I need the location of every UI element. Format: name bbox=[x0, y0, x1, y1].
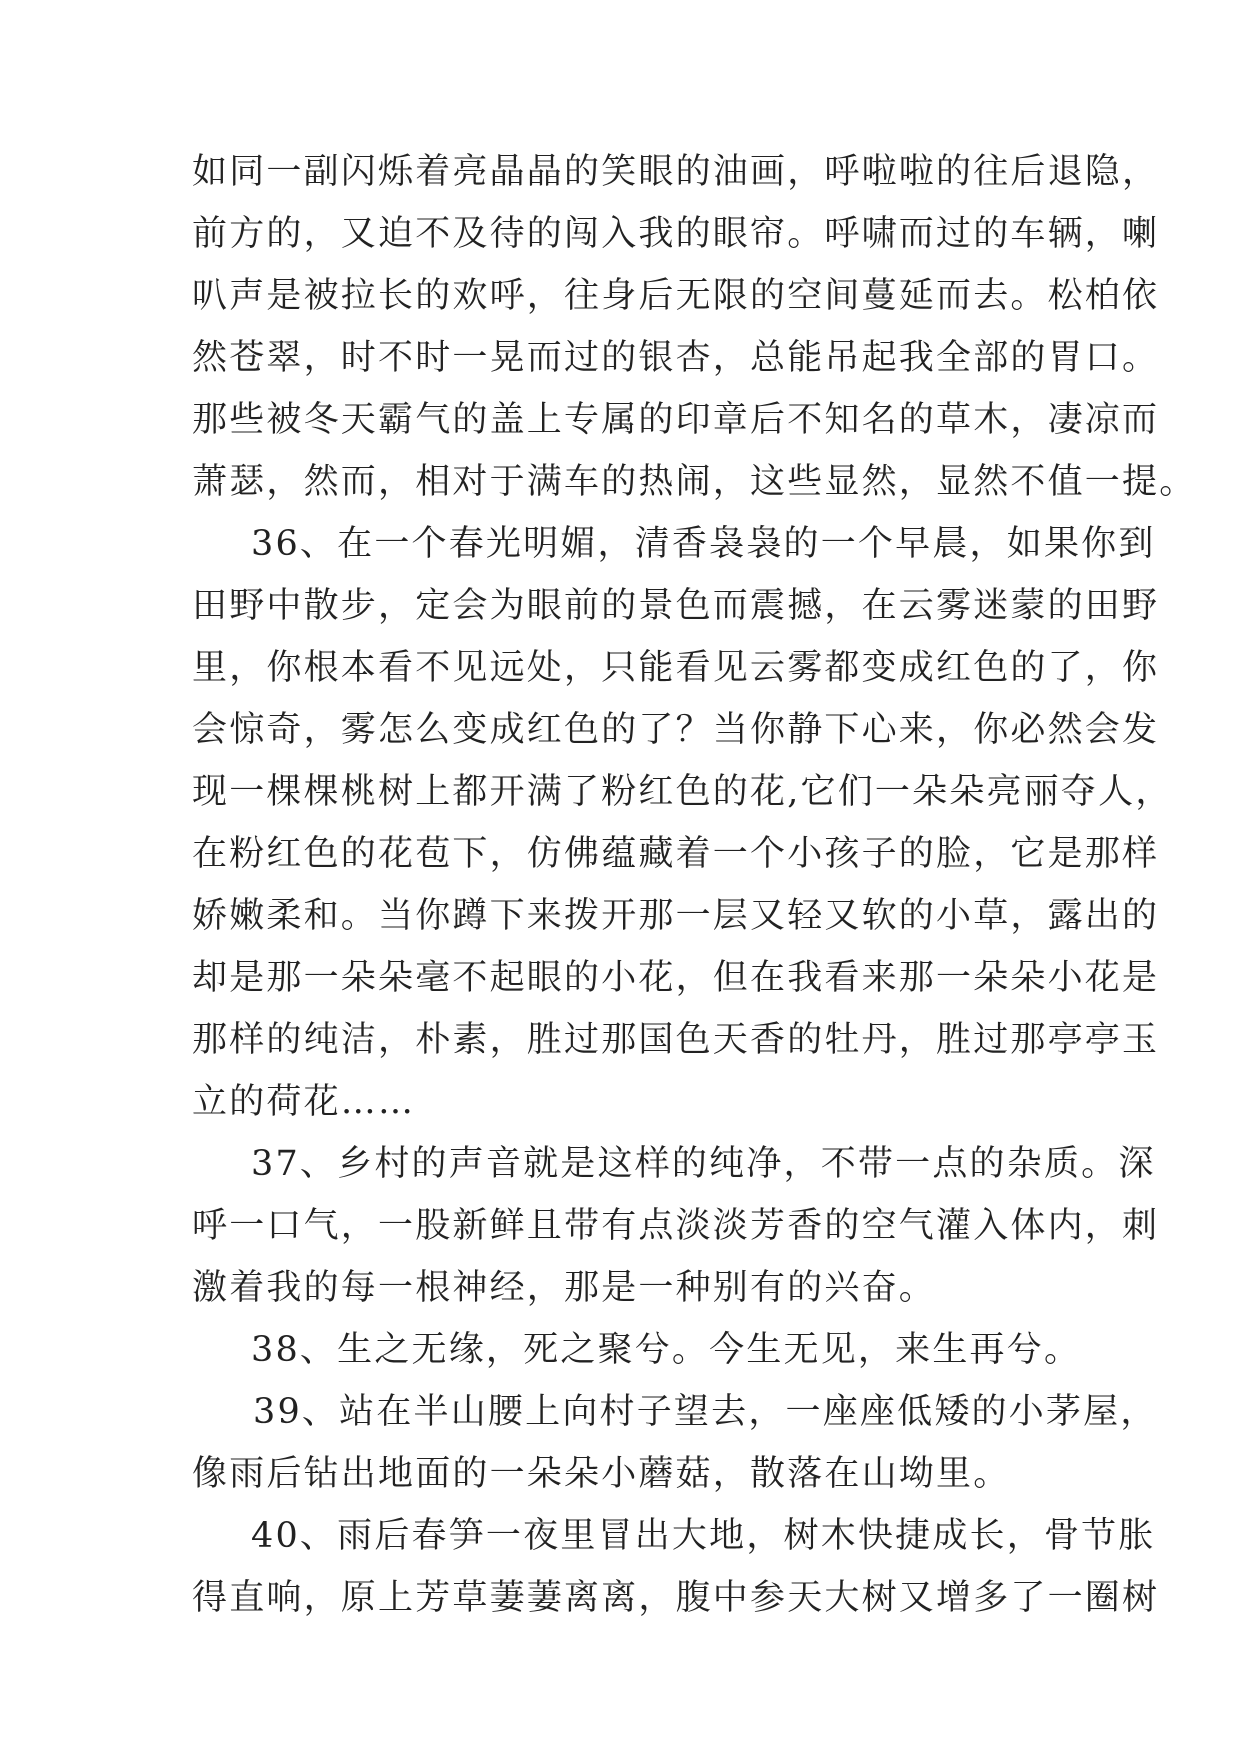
text-line: 如同一副闪烁着亮晶晶的笑眼的油画，呼啦啦的往后退隐， bbox=[192, 152, 1160, 192]
text-line: 会惊奇，雾怎么变成红色的了？当你静下心来，你必然会发 bbox=[192, 710, 1160, 750]
text-line: 在粉红色的花苞下，仿佛蕴藏着一个小孩子的脸，它是那样 bbox=[192, 834, 1160, 874]
text-line: 那样的纯洁，朴素，胜过那国色天香的牡丹，胜过那亭亭玉 bbox=[192, 1020, 1160, 1060]
text-line: 前方的，又迫不及待的闯入我的眼帘。呼啸而过的车辆，喇 bbox=[192, 214, 1160, 254]
text-line: 萧瑟，然而，相对于满车的热闹，这些显然，显然不值一提。 bbox=[192, 462, 1197, 502]
paragraph-start-line: 40、雨后春笋一夜里冒出大地，树木快捷成长，骨节胀 bbox=[251, 1516, 1156, 1556]
text-line: 叭声是被拉长的欢呼，往身后无限的空间蔓延而去。松柏依 bbox=[192, 276, 1160, 316]
text-line: 激着我的每一根神经，那是一种别有的兴奋。 bbox=[192, 1268, 937, 1308]
text-line: 里，你根本看不见远处，只能看见云雾都变成红色的了，你 bbox=[192, 648, 1160, 688]
paragraph-start-line: 38、生之无缘，死之聚兮。今生无见，来生再兮。 bbox=[251, 1330, 1082, 1370]
text-line: 得直响，原上芳草萋萋离离，腹中参天大树又增多了一圈树 bbox=[192, 1578, 1160, 1618]
text-line: 娇嫩柔和。当你蹲下来拨开那一层又轻又软的小草，露出的 bbox=[192, 896, 1160, 936]
text-line: 立的荷花…… bbox=[192, 1082, 416, 1122]
paragraph-start-line: 36、在一个春光明媚，清香袅袅的一个早晨，如果你到 bbox=[251, 524, 1156, 564]
text-line: 呼一口气，一股新鲜且带有点淡淡芳香的空气灌入体内，刺 bbox=[192, 1206, 1160, 1246]
text-line: 现一棵棵桃树上都开满了粉红色的花,它们一朵朵亮丽夺人， bbox=[192, 772, 1173, 812]
paragraph-start-line: 37、乡村的声音就是这样的纯净，不带一点的杂质。深 bbox=[251, 1144, 1156, 1184]
text-line: 然苍翠，时不时一晃而过的银杏，总能吊起我全部的胃口。 bbox=[192, 338, 1160, 378]
text-line: 那些被冬天霸气的盖上专属的印章后不知名的草木，凄凉而 bbox=[192, 400, 1160, 440]
text-line: 却是那一朵朵毫不起眼的小花，但在我看来那一朵朵小花是 bbox=[192, 958, 1160, 998]
text-line: 田野中散步，定会为眼前的景色而震撼，在云雾迷蒙的田野 bbox=[192, 586, 1160, 626]
text-line: 像雨后钻出地面的一朵朵小蘑菇，散落在山坳里。 bbox=[192, 1454, 1011, 1494]
paragraph-start-line: 39、站在半山腰上向村子望去，一座座低矮的小茅屋， bbox=[253, 1392, 1158, 1432]
